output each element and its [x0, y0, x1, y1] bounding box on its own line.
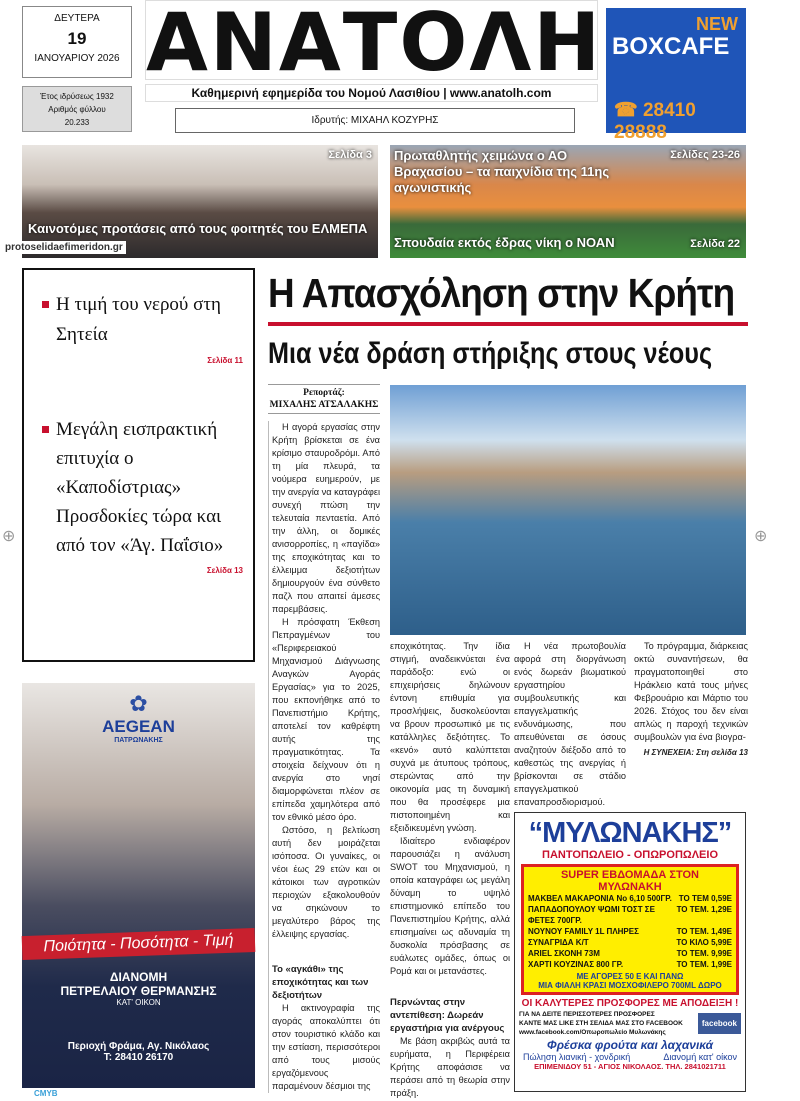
newspaper-title: ΑΝΑΤΟΛΗ — [146, 0, 603, 89]
lead-subheadline: Μια νέα δράση στήριξης στους νέους — [268, 337, 713, 370]
continued-link[interactable]: Η ΣΥΝΕΧΕΙΑ: Στη σελίδα 13 — [643, 748, 748, 757]
story-page: Σελίδα 3 — [328, 149, 372, 161]
story-page-2: Σελίδα 22 — [690, 238, 740, 250]
founder: Ιδρυτής: ΜΙΧΑΗΛ ΚΟΖΥΡΗΣ — [175, 108, 575, 133]
lead-headline[interactable]: Η Απασχόληση στην Κρήτη — [268, 270, 735, 316]
tagline[interactable]: Καθημερινή εφημερίδα του Νομού Λασιθίου | www.anatolh.com — [145, 84, 598, 102]
offer-name: ΣΥΝΑΓΡΙΔΑ Κ/Τ — [528, 938, 589, 947]
teaser-page: Σελίδα 13 — [206, 566, 243, 575]
story-page: Σελίδες 23-26 — [670, 149, 740, 161]
offer-item — [528, 959, 732, 970]
ad-address: ΕΠΙΜΕΝΙΔΟΥ 51 - ΑΓΙΟΣ ΝΙΚΟΛΑΟΣ. ΤΗΛ. 2841021711 — [534, 1062, 726, 1071]
story-caption: Καινοτόμες προτάσεις από τους φοιτητές του ΕΛΜΕΠΑ — [28, 221, 368, 236]
ad-brand-sub: ΠΑΤΡΩΝΑΚΗΣ — [114, 737, 163, 744]
article-column-2 — [390, 640, 510, 1100]
offers-box — [521, 864, 739, 995]
gift-line: ΜΕ ΑΓΟΡΕΣ 50 Ε ΚΑΙ ΠΑΝΩ — [576, 972, 684, 981]
paragraph: Με βάση ακριβώς αυτά τα ευρήματα, η Περιφέρεια Κρήτης αποφάσισε να περάσει από τη θεωρία στην πράξη. — [390, 1036, 510, 1098]
offer-price: ΤΟ ΤΕΜ. 1,49Ε — [676, 927, 732, 936]
paragraph: Η νέα πρωτοβουλία αφορά στη διοργάνωση ενός δωρεάν βιωματικού εργαστηρίου συμβουλευτικής και επαγγελματικής ενδυνάμωσης, που απευθύνεται σε όσους αναζητούν διέξοδο από το καθεστώς της ανεργίας ή βρίσκονται σε στάδιο επαγγελματικού επαναπροσδιορισμού. — [514, 641, 626, 807]
offer-price: ΤΟ ΚΙΛΟ 5,99Ε — [676, 938, 732, 947]
offer-price: ΤΟ ΤΕΜ. 1,99Ε — [676, 960, 732, 969]
ad-new: NEW — [696, 14, 738, 34]
ad-area: Περιοχή Φράμα, Αγ. Νικόλαος — [67, 1041, 210, 1052]
offer-item — [528, 948, 732, 959]
divider — [268, 322, 748, 326]
offer-name: ΠΑΠΑΔΟΠΟΥΛΟΥ ΨΩΜΙ ΤΟΣΤ ΣΕ ΦΕΤΕΣ 700ΓΡ. — [528, 905, 655, 925]
registration-mark-icon: ⊕ — [2, 528, 16, 545]
issue-label: Αριθμός φύλλου — [48, 105, 106, 114]
ad-phone: Τ: 28410 26170 — [103, 1052, 174, 1063]
story-caption-2: Σπουδαία εκτός έδρας νίκη ο ΝΟΑΝ — [394, 235, 615, 250]
byline — [268, 384, 380, 414]
offer-price: ΤΟ ΤΕΜ 0,59Ε — [678, 894, 732, 903]
issue-number: 20.233 — [64, 118, 90, 127]
fb-line: ΚΑΝΤΕ ΜΑΣ LIKE ΣΤΗ ΣΕΛΙΔΑ ΜΑΣ ΣΤΟ FACEBOOK — [519, 1020, 683, 1027]
ad-title: “ΜΥΛΩΝΑΚΗΣ” — [528, 817, 732, 849]
subheading: Περνώντας στην αντεπίθεση: Δωρεάν εργαστήρια για ανέργους — [390, 997, 505, 1034]
ad-subtitle: ΠΑΝΤΟΠΩΛΕΙΟ - ΟΠΩΡΟΠΩΛΕΙΟ — [542, 849, 718, 861]
offer-name: ΝΟΥΝΟΥ FAMILY 1L ΠΛΗΡΕΣ — [528, 927, 639, 936]
aegean-ad[interactable] — [22, 683, 255, 1088]
fb-link[interactable]: www.facebook.com/Οπωροπωλείο Μυλωνάκης — [519, 1029, 666, 1036]
paragraph: Ιδιαίτερο ενδιαφέρον παρουσιάζει η ανάλυση SWOT του Μηχανισμού, η οποία καταγράφει ως μεγάλη δύναμη το υψηλό επιστημονικό επίπεδο του Πανεπιστημίου Κρήτης, αλλά επισημαίνει ως αδυναμία τη δυσκολία πρόσβασης σε ευάλωτες ομάδες, όπως οι Ρομά και οι μετανάστες. — [390, 836, 510, 976]
aegean-logo-icon: ✿ — [129, 691, 148, 716]
teaser-page: Σελίδα 11 — [207, 356, 243, 365]
ad-brand: AEGEAN — [102, 717, 175, 736]
paragraph: Ωστόσο, η βελτίωση αυτή δεν μοιράζεται ισόποσα. Οι γυναίκες, οι νέοι έως 29 ετών και οι κάτοικοι των αγροτικών περιοχών εξακολουθούν να σηκώνουν το μεγαλύτερο βάρος της έλλειψης εργασίας. — [272, 825, 380, 939]
date-box — [22, 6, 132, 78]
teaser-text[interactable]: Μεγάλη εισπρακτική επιτυχία ο «Καποδίστριας» Προσδοκίες τώρα και από τον «Άγ. Παΐσιο» — [42, 415, 243, 560]
watermark: protoselidaefimeridon.gr — [2, 241, 126, 254]
cmyb-text: CMYB — [34, 1089, 58, 1098]
offer-item — [528, 904, 732, 926]
facebook-icon[interactable]: facebook — [698, 1013, 741, 1034]
fb-line: ΓΙΑ ΝΑ ΔΕΙΤΕ ΠΕΡΙΣΣΟΤΕΡΕΣ ΠΡΟΣΦΟΡΕΣ — [519, 1011, 655, 1018]
boxcafe-ad[interactable] — [606, 8, 746, 143]
paragraph: Η ακτινογραφία της αγοράς αποκαλύπτει ότι στον τουριστικό κλάδο και την εστίαση, περισσότεροι από τους μισούς εργαζόμενους παραμένουν δέσμιοι της — [272, 1003, 380, 1091]
story-caption: Πρωταθλητής χειμώνα ο ΑΟ Βραχασίου – τα παιχνίδια της 11ης αγωνιστικής — [394, 148, 610, 195]
ad-line: ΚΑΤ' ΟΙΚΟΝ — [116, 998, 161, 1007]
day-number: 19 — [67, 29, 87, 48]
byline-label: Ρεπορτάζ: — [303, 388, 345, 398]
fresh-line: Φρέσκα φρούτα και λαχανικά — [546, 1038, 714, 1052]
subheading: Το «αγκάθι» της εποχικότητας και των δεξιοτήτων — [272, 964, 369, 1001]
offer-price: ΤΟ ΤΕΜ. 9,99Ε — [676, 949, 732, 958]
offer-name: ARIEL ΣΚΟΝΗ 73Μ — [528, 949, 600, 958]
mylonakis-ad[interactable] — [514, 812, 746, 1092]
offer-name: ΧΑΡΤΙ ΚΟΥΖΙΝΑΣ 800 ΓΡ. — [528, 960, 624, 969]
weekday: ΔΕΥΤΕΡΑ — [54, 13, 100, 24]
phone-icon: ☎ — [614, 100, 638, 121]
ad-line: ΠΕΤΡΕΛΑΙΟΥ ΘΕΡΜΑΝΣΗΣ — [60, 984, 217, 998]
cmyb-mark — [34, 1089, 58, 1098]
delivery-line: Διανομή κατ' οίκον — [663, 1052, 737, 1062]
issue-box — [22, 86, 132, 132]
ad-line: ΔΙΑΝΟΜΗ — [109, 970, 168, 984]
ad-phone-number: 28410 28888 — [614, 100, 696, 143]
teaser-text[interactable]: Η τιμή του νερού στη Σητεία — [42, 290, 243, 350]
offer-item — [528, 937, 732, 948]
paragraph: Η αγορά εργασίας στην Κρήτη βρίσκεται σε ένα κρίσιμο σταυροδρόμι. Από τη μία πλευρά, τα νούμερα ευημερούν, με την ανεργία να καταγράφει συνεχή πτώση την τελευταία πενταετία. Από την άλλη, οι δομικές ανισορροπίες, η «παγίδα» της εποχικότητας και το έλλειμμα δεξιοτήτων δημιουργούν ένα σύνθετο παζλ που απαιτεί άμεσες παρεμβάσεις. — [272, 422, 380, 614]
byline-name: ΜΙΧΑΛΗΣ ΑΤΣΑΛΑΚΗΣ — [269, 400, 379, 410]
paragraph-continued: εποχικότητας. Την ίδια στιγμή, αναδεικνύεται ένα παράδοξο: ενώ οι επιχειρήσεις δηλώνουν έντονη επιθυμία για προσλήψεις, δυσκολεύονται να βρουν προσωπικό με τις κατάλληλες δεξιότητες. Το «κενό» αυτό καλύπτεται συχνά με άτυπους τρόπους, στερώντας από την οικονομία μας τη δυναμική που θα προσέφερε μια πιστοποιημένη και εξειδικευμένη γνώση. — [390, 641, 510, 833]
article-column-4 — [634, 640, 748, 759]
ad-phone — [606, 99, 746, 144]
article-column-1 — [268, 421, 380, 1093]
founded-year: Έτος ιδρύσεως 1932 — [40, 92, 114, 101]
left-teasers — [22, 268, 255, 662]
story-photo-sports[interactable] — [390, 145, 746, 258]
offers-title: SUPER ΕΒΔΟΜΑΔΑ ΣΤΟΝ ΜΥΛΩΝΑΚΗ — [560, 869, 700, 893]
offer-name: ΜΑΚΒΕΛ ΜΑΚΑΡΟΝΙΑ Νο 6,10 500ΓΡ. — [528, 894, 672, 903]
retail-line: Πώληση λιανική - χονδρική — [523, 1052, 631, 1062]
best-offers: ΟΙ ΚΑΛΥΤΕΡΕΣ ΠΡΟΣΦΟΡΕΣ ΜΕ ΑΠΟΔΕΙΞΗ ! — [521, 998, 739, 1009]
paragraph: Το πρόγραμμα, διάρκειας οκτώ συναντήσεων, θα πραγματοποιηθεί στο Ηράκλειο κατά τους μήνες Φεβρουάριο και Μάρτιο του 2026. Στόχος του δεν είναι απλώς η παροχή τεχνικών συμβουλών για ένα βιογρα- — [634, 641, 748, 742]
paragraph: Η πρόσφατη Έκθεση Πεπραγμένων του «Περιφερειακού Μηχανισμού Διάγνωσης Αναγκών Αγοράς Εργασίας» για το 2025, που εκπονήθηκε από το Πανεπιστήμιο Κρήτης, αποτελεί τον καθρέφτη αυτής της πραγματικότητας. Τα στοιχεία δείχνουν ότι η ανεργία στο νησί διαμορφώνεται πλέον σε επίπεδα χαμηλότερα από τον εθνικό μέσο όρο. — [272, 617, 380, 822]
ad-name: BOXCAFE — [612, 33, 730, 60]
offer-item — [528, 926, 732, 937]
gift-line: ΜΙΑ ΦΙΑΛΗ ΚΡΑΣΙ ΜΟΣΧΟΦΙΛΕΡΟ 700ML ΔΩΡΟ — [538, 981, 722, 990]
article-column-3 — [514, 640, 626, 809]
offer-price: ΤΟ ΤΕΜ. 1,29Ε — [676, 905, 732, 914]
month-year: ΙΑΝΟΥΑΡΙΟΥ 2026 — [34, 53, 120, 64]
registration-mark-icon: ⊕ — [754, 528, 768, 545]
ad-slogan: Ποιότητα - Ποσότητα - Τιμή — [22, 928, 256, 960]
offer-item — [528, 893, 732, 904]
lead-photo — [390, 385, 746, 635]
